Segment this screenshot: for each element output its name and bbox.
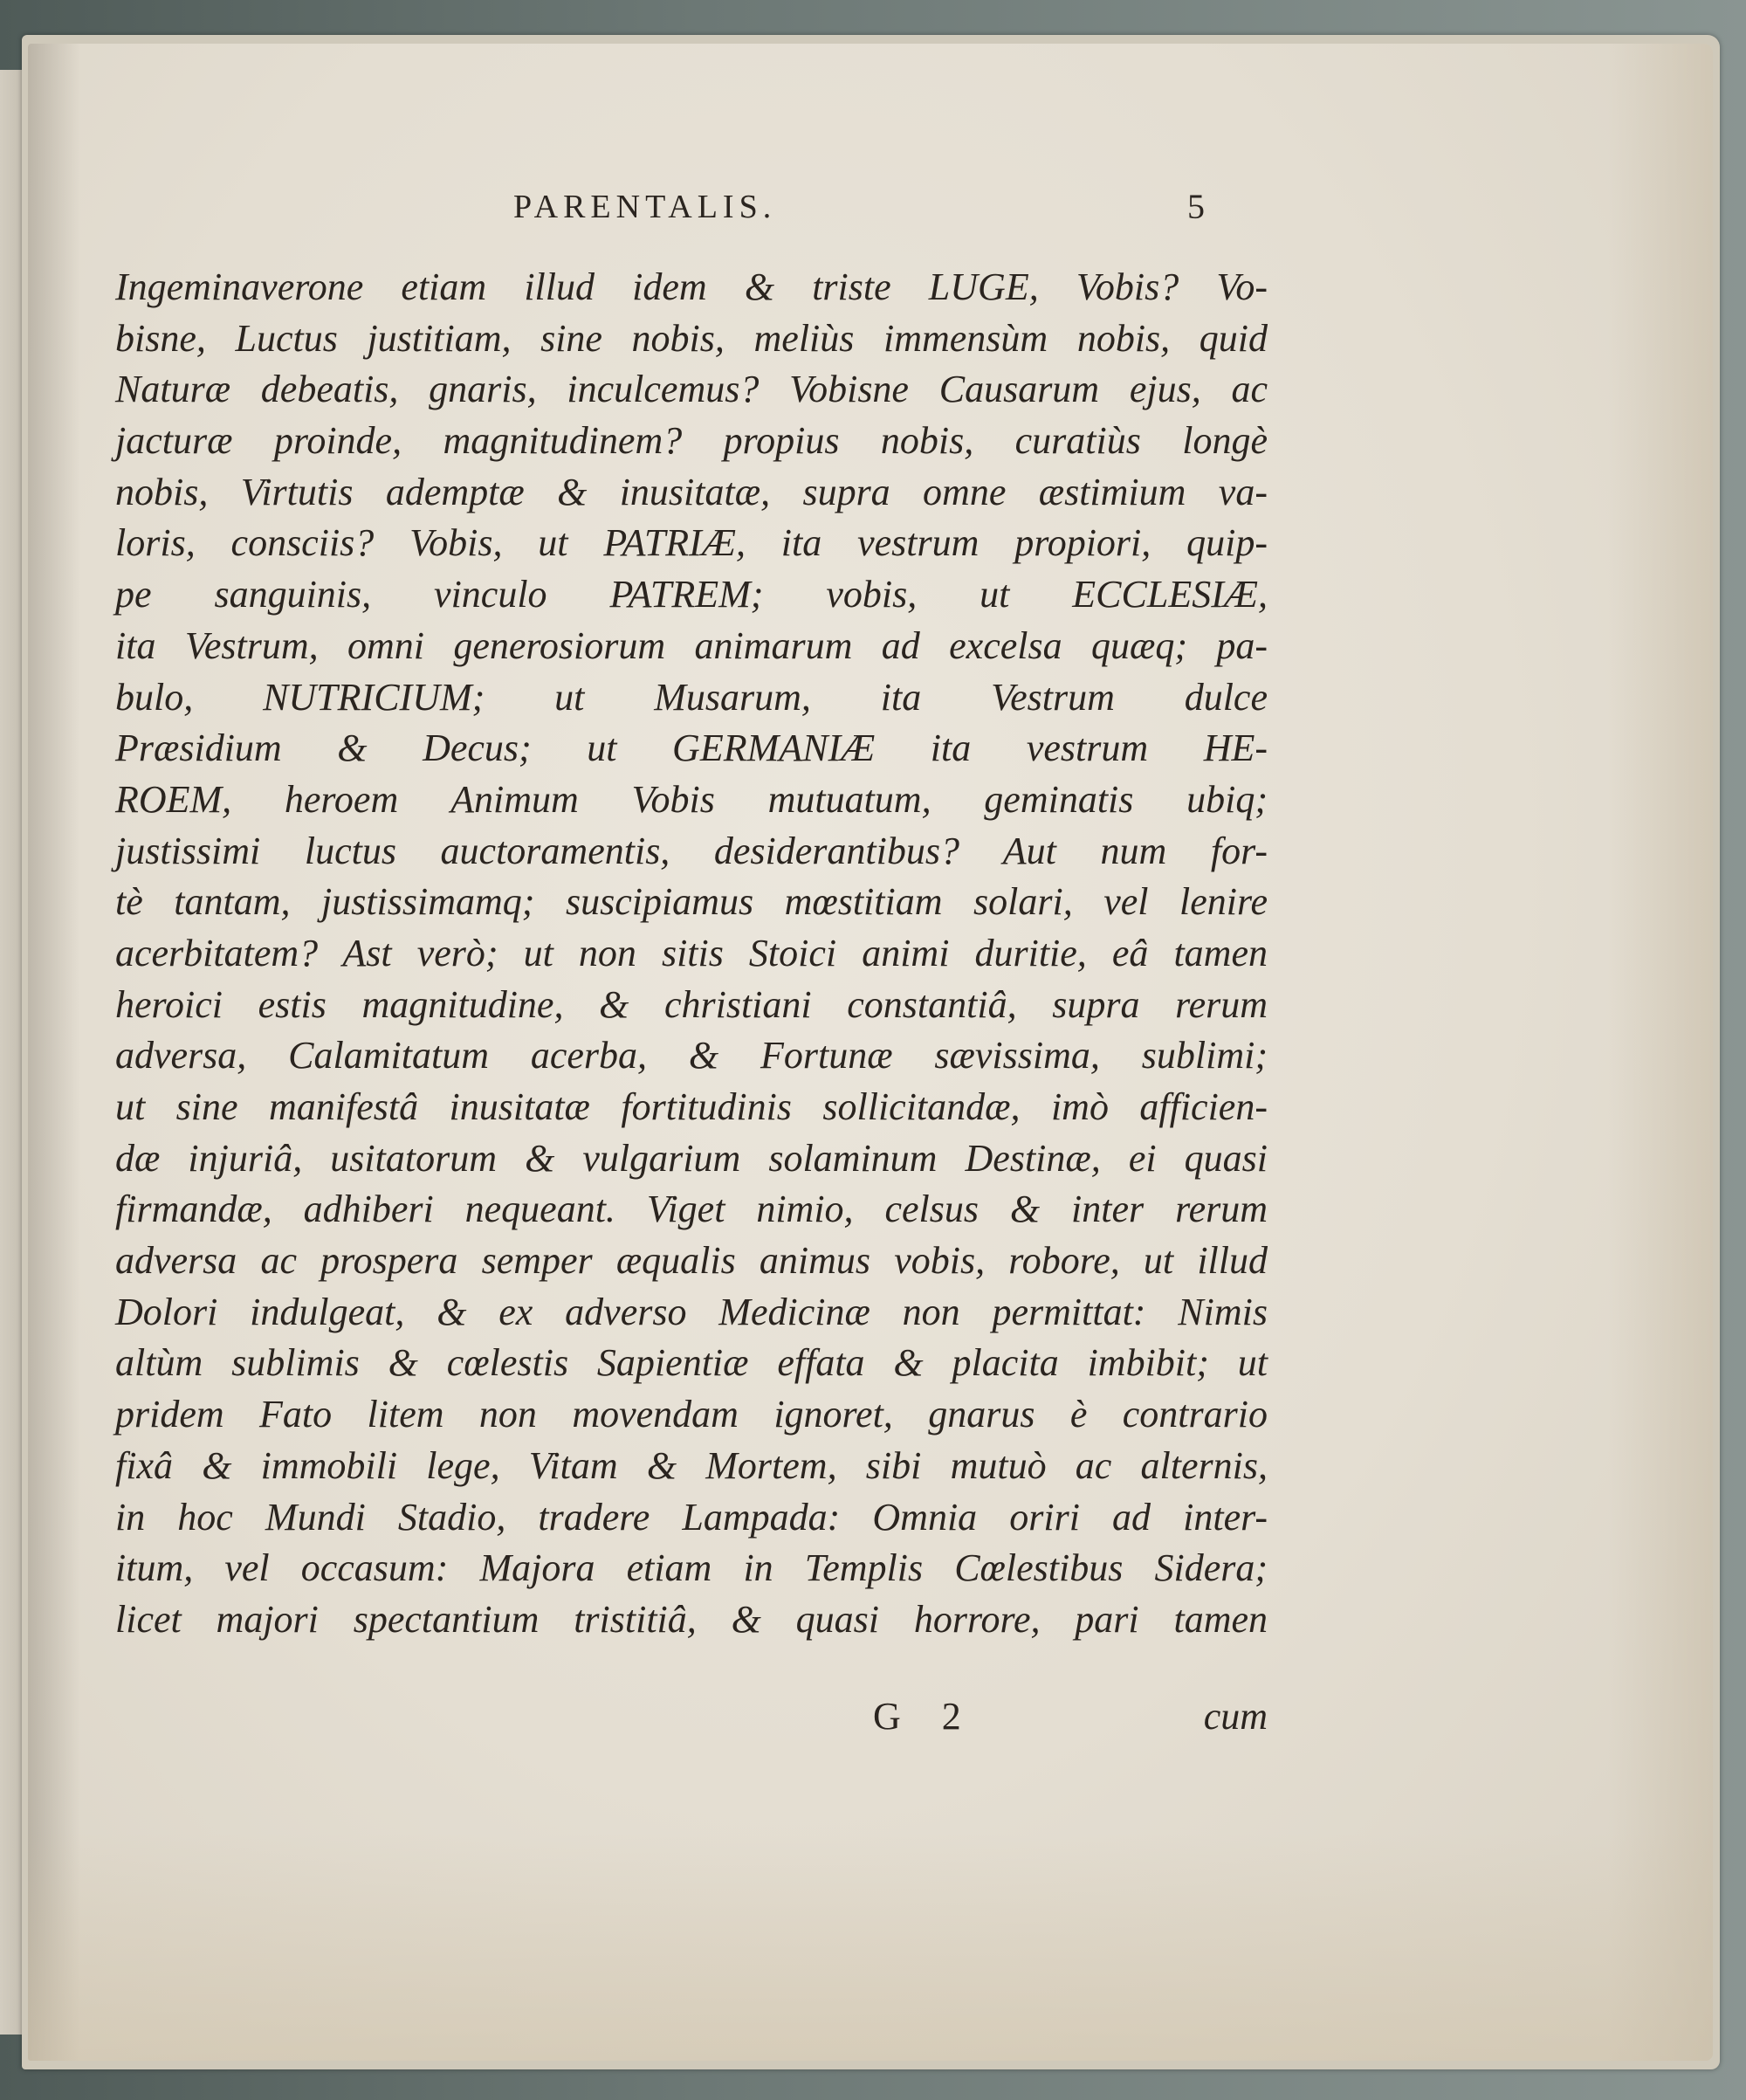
text-line: justissimi luctus auctoramentis, desiderantibus? Aut num for- bbox=[115, 829, 1268, 872]
text-line: pe sanguinis, vinculo PATREM; vobis, ut ECCLESIÆ, bbox=[115, 573, 1268, 616]
text-line: Naturæ debeatis, gnaris, inculcemus? Vobisne Causarum ejus, ac bbox=[115, 368, 1268, 411]
text-line: bulo, NUTRICIUM; ut Musarum, ita Vestrum dulce bbox=[115, 675, 1268, 719]
catchword: cum bbox=[1203, 1695, 1268, 1738]
text-line: pridem Fato litem non movendam ignoret, gnarus è contrario bbox=[115, 1393, 1268, 1436]
text-line: firmandæ, adhiberi nequeant. Viget nimio, celsus & inter rerum bbox=[115, 1188, 1268, 1231]
text-line: ROEM, heroem Animum Vobis mutuatum, geminatis ubiq; bbox=[115, 777, 1268, 821]
body-text bbox=[115, 262, 1268, 1646]
text-line: Ingeminaverone etiam illud idem & triste LUGE, Vobis? Vo- bbox=[115, 265, 1268, 308]
signature-mark: G 2 bbox=[873, 1695, 977, 1738]
text-line: jacturæ proinde, magnitudinem? propius nobis, curatiùs longè bbox=[115, 419, 1268, 463]
text-line: bisne, Luctus justitiam, sine nobis, meliùs immensùm nobis, quid bbox=[115, 316, 1268, 360]
text-line: itum, vel occasum: Majora etiam in Templis Cœlestibus Sidera; bbox=[115, 1546, 1268, 1590]
paper-stain-right bbox=[1608, 44, 1713, 2061]
text-line: tè tantam, justissimamq; suscipiamus mœstitiam solari, vel lenire bbox=[115, 880, 1268, 924]
text-line: licet majori spectantium tristitiâ, & quasi horrore, pari tamen bbox=[115, 1597, 1268, 1641]
gutter-shadow bbox=[28, 44, 80, 2061]
text-line: ut sine manifestâ inusitatæ fortitudinis sollicitandæ, imò afficien- bbox=[115, 1085, 1268, 1128]
text-line: dæ injuriâ, usitatorum & vulgarium solaminum Destinæ, ei quasi bbox=[115, 1136, 1268, 1180]
text-line: in hoc Mundi Stadio, tradere Lampada: Omnia oriri ad inter- bbox=[115, 1495, 1268, 1539]
text-line: ita Vestrum, omni generosiorum animarum ad excelsa quæq; pa- bbox=[115, 623, 1268, 667]
text-line: acerbitatem? Ast verò; ut non sitis Stoici animi duritie, eâ tamen bbox=[115, 931, 1268, 974]
book-page bbox=[28, 44, 1713, 2061]
text-line: Præsidium & Decus; ut GERMANIÆ ita vestrum HE- bbox=[115, 726, 1268, 770]
text-line: nobis, Virtutis ademptæ & inusitatæ, supra omne æstimium va- bbox=[115, 470, 1268, 513]
text-line: loris, consciis? Vobis, ut PATRIÆ, ita vestrum propiori, quip- bbox=[115, 521, 1268, 565]
text-line: Dolori indulgeat, & ex adverso Medicinæ non permittat: Nimis bbox=[115, 1290, 1268, 1333]
page-number: 5 bbox=[1187, 187, 1205, 226]
text-line: adversa, Calamitatum acerba, & Fortunæ sævissima, sublimi; bbox=[115, 1034, 1268, 1078]
text-line: altùm sublimis & cœlestis Sapientiæ effata & placita imbibit; ut bbox=[115, 1341, 1268, 1385]
text-line: fixâ & immobili lege, Vitam & Mortem, sibi mutuò ac alternis, bbox=[115, 1443, 1268, 1487]
page-header bbox=[28, 188, 1713, 240]
text-line: adversa ac prospera semper æqualis animus vobis, robore, ut illud bbox=[115, 1239, 1268, 1283]
text-line: heroici estis magnitudine, & christiani constantiâ, supra rerum bbox=[115, 982, 1268, 1026]
running-head: PARENTALIS. bbox=[513, 189, 777, 225]
page-footer bbox=[115, 1694, 1268, 1746]
paper-stain-bottom bbox=[28, 1834, 1713, 2061]
